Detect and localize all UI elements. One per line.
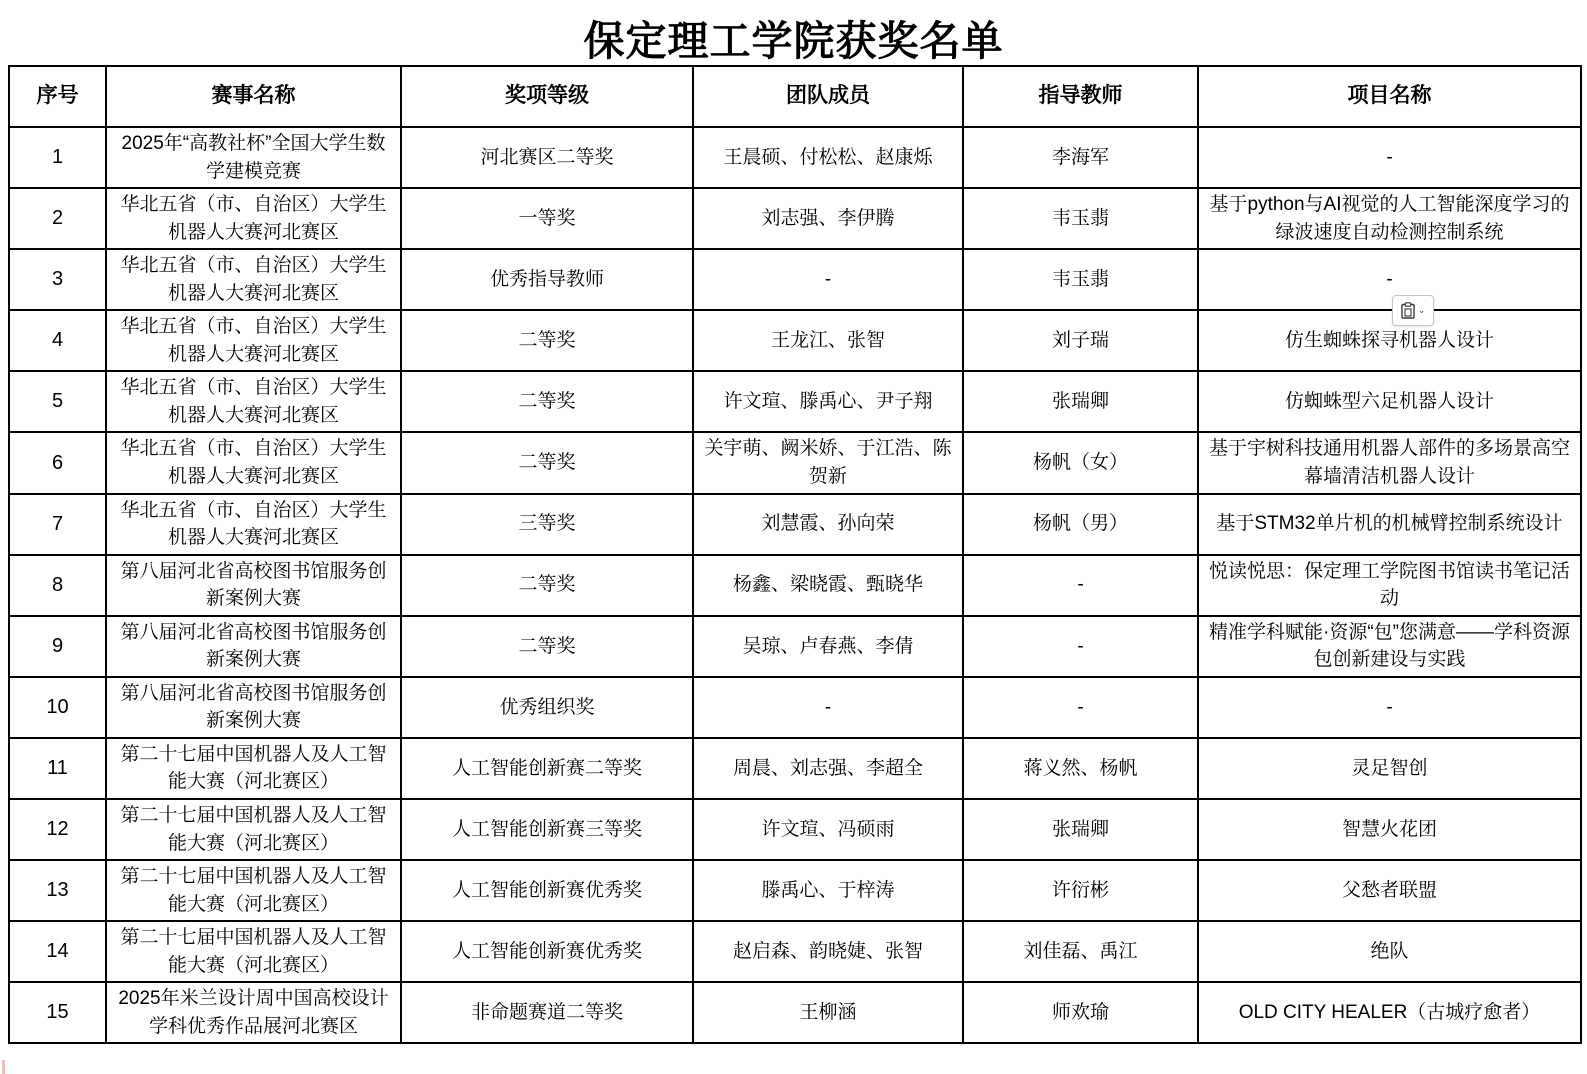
table-cell: 5	[9, 371, 106, 432]
column-header: 指导教师	[963, 66, 1198, 127]
table-cell: 一等奖	[401, 188, 693, 249]
table-row	[9, 127, 1581, 188]
column-header: 奖项等级	[401, 66, 693, 127]
table-row	[9, 249, 1581, 310]
table-cell: 华北五省（市、自治区）大学生机器人大赛河北赛区	[106, 494, 401, 555]
table-cell: 13	[9, 860, 106, 921]
table-cell: 3	[9, 249, 106, 310]
table-header-row	[9, 66, 1581, 127]
table-row	[9, 616, 1581, 677]
table-cell: 第二十七届中国机器人及人工智能大赛（河北赛区）	[106, 921, 401, 982]
table-cell: 6	[9, 432, 106, 493]
table-cell: OLD CITY HEALER（古城疗愈者）	[1198, 982, 1581, 1043]
table-cell: 人工智能创新赛三等奖	[401, 799, 693, 860]
table-cell: 仿蜘蛛型六足机器人设计	[1198, 371, 1581, 432]
table-cell: 11	[9, 738, 106, 799]
table-cell: 优秀组织奖	[401, 677, 693, 738]
table-cell: 师欢瑜	[963, 982, 1198, 1043]
table-cell: 优秀指导教师	[401, 249, 693, 310]
table-cell: 杨帆（男）	[963, 494, 1198, 555]
table-body	[9, 127, 1581, 1043]
page-title: 保定理工学院获奖名单	[583, 18, 1004, 64]
table-cell: 华北五省（市、自治区）大学生机器人大赛河北赛区	[106, 249, 401, 310]
table-cell: 7	[9, 494, 106, 555]
table-cell: 杨帆（女）	[963, 432, 1198, 493]
table-cell: 二等奖	[401, 432, 693, 493]
table-cell: 张瑞卿	[963, 799, 1198, 860]
table-cell: 刘志强、李伊腾	[693, 188, 963, 249]
table-cell: -	[1198, 677, 1581, 738]
table-cell: 王柳涵	[693, 982, 963, 1043]
table-cell: 华北五省（市、自治区）大学生机器人大赛河北赛区	[106, 310, 401, 371]
table-row	[9, 555, 1581, 616]
table-cell: 基于STM32单片机的机械臂控制系统设计	[1198, 494, 1581, 555]
table-cell: 许文瑄、滕禹心、尹子翔	[693, 371, 963, 432]
table-cell: 刘佳磊、禹江	[963, 921, 1198, 982]
table-cell: 第二十七届中国机器人及人工智能大赛（河北赛区）	[106, 799, 401, 860]
table-cell: 张瑞卿	[963, 371, 1198, 432]
table-cell: 二等奖	[401, 371, 693, 432]
column-header: 项目名称	[1198, 66, 1581, 127]
table-row	[9, 310, 1581, 371]
table-cell: 精准学科赋能·资源“包”您满意——学科资源包创新建设与实践	[1198, 616, 1581, 677]
column-header: 团队成员	[693, 66, 963, 127]
table-cell: 滕禹心、于梓涛	[693, 860, 963, 921]
table-cell: 二等奖	[401, 555, 693, 616]
table-cell: -	[963, 677, 1198, 738]
table-cell: 人工智能创新赛优秀奖	[401, 921, 693, 982]
table-cell: 韦玉翡	[963, 188, 1198, 249]
table-cell: 2025年“高教社杯”全国大学生数学建模竞赛	[106, 127, 401, 188]
table-cell: 第二十七届中国机器人及人工智能大赛（河北赛区）	[106, 860, 401, 921]
table-cell: 仿生蜘蛛探寻机器人设计	[1198, 310, 1581, 371]
table-cell: 10	[9, 677, 106, 738]
table-cell: -	[963, 555, 1198, 616]
table-cell: 华北五省（市、自治区）大学生机器人大赛河北赛区	[106, 432, 401, 493]
table-cell: 4	[9, 310, 106, 371]
table-cell: 9	[9, 616, 106, 677]
award-table	[8, 65, 1582, 1044]
column-header: 赛事名称	[106, 66, 401, 127]
table-row	[9, 432, 1581, 493]
table-cell: 杨鑫、梁晓霞、甄晓华	[693, 555, 963, 616]
table-cell: 王龙江、张智	[693, 310, 963, 371]
page-edge-mark	[2, 1060, 5, 1074]
table-cell: 刘慧霞、孙向荣	[693, 494, 963, 555]
table-row	[9, 371, 1581, 432]
table-cell: 2	[9, 188, 106, 249]
table-row	[9, 677, 1581, 738]
table-row	[9, 188, 1581, 249]
table-cell: 吴琼、卢春燕、李倩	[693, 616, 963, 677]
table-cell: 父愁者联盟	[1198, 860, 1581, 921]
table-cell: -	[693, 677, 963, 738]
table-cell: 二等奖	[401, 310, 693, 371]
table-cell: 王晨硕、付松松、赵康烁	[693, 127, 963, 188]
table-cell: 8	[9, 555, 106, 616]
table-row	[9, 66, 1581, 127]
table-cell: -	[1198, 127, 1581, 188]
table-cell: 关宇萌、阙米娇、于江浩、陈贺新	[693, 432, 963, 493]
table-row	[9, 921, 1581, 982]
table-row	[9, 494, 1581, 555]
table-cell: 1	[9, 127, 106, 188]
table-cell: 悦读悦思：保定理工学院图书馆读书笔记活动	[1198, 555, 1581, 616]
table-cell: -	[693, 249, 963, 310]
table-cell: 智慧火花团	[1198, 799, 1581, 860]
column-header: 序号	[9, 66, 106, 127]
table-cell: 许文瑄、冯硕雨	[693, 799, 963, 860]
paste-options-button[interactable]	[1392, 295, 1434, 326]
table-cell: 李海军	[963, 127, 1198, 188]
table-cell: 12	[9, 799, 106, 860]
table-cell: 河北赛区二等奖	[401, 127, 693, 188]
table-cell: 三等奖	[401, 494, 693, 555]
table-cell: 第八届河北省高校图书馆服务创新案例大赛	[106, 616, 401, 677]
table-cell: 非命题赛道二等奖	[401, 982, 693, 1043]
clipboard-icon	[1401, 302, 1415, 319]
table-cell: 第八届河北省高校图书馆服务创新案例大赛	[106, 677, 401, 738]
table-cell: 人工智能创新赛二等奖	[401, 738, 693, 799]
table-cell: 周晨、刘志强、李超全	[693, 738, 963, 799]
table-cell: 许衍彬	[963, 860, 1198, 921]
table-cell: 灵足智创	[1198, 738, 1581, 799]
table-cell: 14	[9, 921, 106, 982]
table-row	[9, 799, 1581, 860]
table-cell: 赵启森、韵晓婕、张智	[693, 921, 963, 982]
table-cell: 蒋义然、杨帆	[963, 738, 1198, 799]
table-cell: 基于python与AI视觉的人工智能深度学习的绿波速度自动检测控制系统	[1198, 188, 1581, 249]
table-cell: 第二十七届中国机器人及人工智能大赛（河北赛区）	[106, 738, 401, 799]
table-row	[9, 860, 1581, 921]
table-cell: 华北五省（市、自治区）大学生机器人大赛河北赛区	[106, 371, 401, 432]
table-cell: 韦玉翡	[963, 249, 1198, 310]
chevron-down-icon: ⌄	[1417, 305, 1426, 315]
table-cell: 2025年米兰设计周中国高校设计学科优秀作品展河北赛区	[106, 982, 401, 1043]
table-cell: 绝队	[1198, 921, 1581, 982]
table-cell: -	[963, 616, 1198, 677]
table-row	[9, 982, 1581, 1043]
table-cell: -	[1198, 249, 1581, 310]
table-cell: 第八届河北省高校图书馆服务创新案例大赛	[106, 555, 401, 616]
table-cell: 15	[9, 982, 106, 1043]
table-cell: 刘子瑞	[963, 310, 1198, 371]
table-cell: 华北五省（市、自治区）大学生机器人大赛河北赛区	[106, 188, 401, 249]
table-cell: 二等奖	[401, 616, 693, 677]
table-row	[9, 738, 1581, 799]
table-cell: 人工智能创新赛优秀奖	[401, 860, 693, 921]
table-cell: 基于宇树科技通用机器人部件的多场景高空幕墙清洁机器人设计	[1198, 432, 1581, 493]
